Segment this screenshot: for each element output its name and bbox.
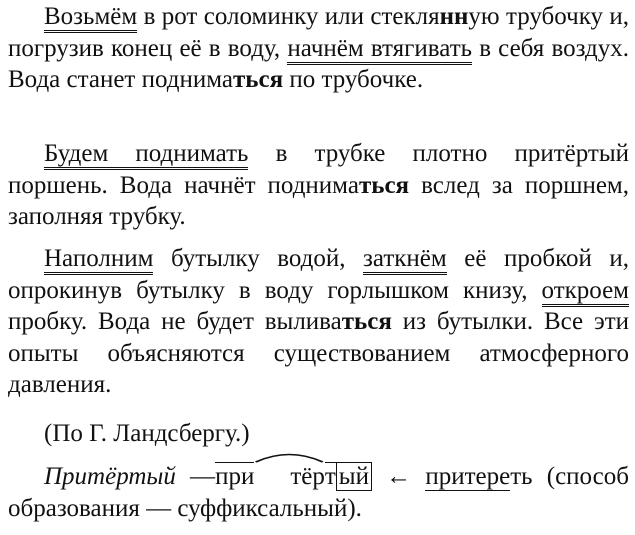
text-run: из бутылки. Все эти опыты объясняются существованием атмосферного давления. <box>8 308 629 398</box>
predicate-budem: Будем поднимать <box>44 140 248 170</box>
prefix-mark: при <box>215 463 255 490</box>
suffix-mark: т <box>324 463 336 490</box>
morpheme-analysis <box>0 461 635 524</box>
text-run: ую трубочку и, погрузив конец её в воду, <box>8 3 629 62</box>
text-run: бутылку водой, <box>153 245 364 272</box>
text-run: в себя воздух. Вода станет поднима <box>8 34 629 93</box>
text-run: в трубке плотно притёртый поршень. Вода начнёт поднима <box>8 140 629 199</box>
text-run: (способ образования — суффиксальный). <box>8 463 630 522</box>
dash: — <box>175 463 216 490</box>
base-underline: притере <box>425 463 511 490</box>
predicate-nachnem: начнём втягивать <box>287 35 472 65</box>
text-run: вслед за поршнем, заполняя трубку. <box>8 171 629 230</box>
text-run: в рот соломинку или стекля <box>137 3 440 30</box>
bold-letters: нн <box>439 3 469 30</box>
derivation-arrow: ← <box>371 463 426 490</box>
predicate-zatknem: заткнём <box>363 245 447 275</box>
infinitive-ending: ть <box>510 463 533 490</box>
paragraph-2 <box>0 138 635 233</box>
predicate-vozmem: Возьмём <box>44 3 137 33</box>
predicate-otkroem: откроем <box>542 277 629 307</box>
paragraph-3 <box>0 243 635 401</box>
ending-box: ый <box>336 462 372 491</box>
bold-letters: ться <box>341 308 392 335</box>
paragraph-1 <box>0 1 635 96</box>
source-attribution: (По Г. Ландсбергу.) <box>44 420 250 447</box>
predicate-napolnim: Наполним <box>44 245 153 275</box>
text-run: её пробкой и, опрокинув бутылку в воду горлышком книзу, <box>8 245 629 304</box>
root-text: тёр <box>290 463 325 490</box>
bold-letters: ться <box>232 66 284 93</box>
text-run: пробку. Вода не будет вылива <box>8 308 342 335</box>
text-run: по трубочке. <box>283 66 424 93</box>
root-arc-icon <box>254 451 325 463</box>
bold-letters: ться <box>358 171 410 199</box>
root-mark <box>254 461 325 493</box>
analyzed-word: Притёртый <box>44 463 176 490</box>
